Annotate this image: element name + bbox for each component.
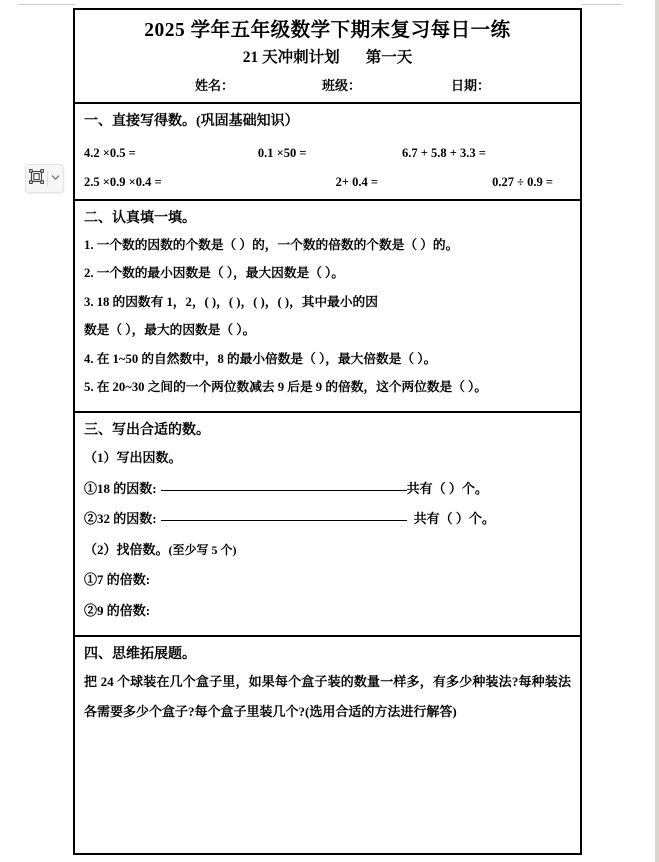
multiple-item-9: ②9 的倍数: (84, 602, 151, 618)
day-label: 第一天 (365, 49, 413, 67)
section-three-sub-two-note: (至少写 5 个) (168, 542, 237, 557)
section-one-heading: 一、直接写得数。(巩固基础知识） (84, 113, 299, 129)
page-subtitle (75, 45, 580, 71)
multiple-item-7: ①7 的倍数: (84, 572, 151, 588)
fill-question: 1. 一个数的因数的个数是（ ）的，一个数的倍数的个数是（ ）的。 (84, 237, 459, 252)
selection-frame-icon[interactable] (28, 168, 45, 190)
factor-item-32-count: 共有（ ）个。 (413, 511, 495, 527)
fill-question: 5. 在 20~30 之间的一个两位数减去 9 后是 9 的倍数，这个两位数是（ ）。 (84, 380, 488, 395)
chevron-down-icon[interactable] (50, 170, 61, 188)
class-label: 班级： (322, 77, 362, 93)
worksheet-header (75, 10, 580, 104)
section-three-sub-two (84, 535, 571, 566)
section-four-body: 把 24 个球装在几个盒子里，如果每个盒子装的数量一样多，有多少种装法?每种装法各需要多少个盒子?每个盒子里装几个?(选用合适的方法进行解答) (84, 674, 571, 719)
factor-item-32-label: ②32 的因数: (84, 511, 157, 527)
right-scroll-rail[interactable] (655, 0, 659, 862)
calc-problem: 2.5 ×0.9 ×0.4 = (84, 174, 162, 189)
fill-question-cont: 数是（ ），最大的因数是（ ）。 (84, 323, 256, 338)
factor-item-32 (84, 504, 571, 535)
factor-item-18-count: 共有（ ）个。 (406, 480, 488, 496)
section-four-heading: 四、思维拓展题。 (84, 647, 196, 663)
section-four (75, 637, 580, 789)
calc-problem: 2+ 0.4 = (335, 174, 379, 189)
widget-divider (47, 171, 48, 186)
calc-row-2 (84, 175, 571, 190)
section-three (75, 413, 580, 637)
answer-rule[interactable] (161, 520, 407, 521)
calc-row-1 (84, 146, 571, 161)
selection-toolbar-widget[interactable] (25, 164, 64, 193)
name-label: 姓名： (195, 77, 235, 93)
fill-question: 4. 在 1~50 的自然数中，8 的最小倍数是（ ），最大倍数是（ ）。 (84, 351, 437, 366)
answer-rule[interactable] (161, 490, 407, 491)
calc-problem: 4.2 ×0.5 = (84, 145, 136, 160)
date-label: 日期： (451, 77, 491, 93)
top-guide-line-left (18, 4, 76, 5)
calc-problem: 6.7 + 5.8 + 3.3 = (402, 145, 486, 160)
top-guide-line-right (582, 4, 622, 5)
factor-item-18 (84, 474, 571, 505)
section-one (75, 104, 580, 201)
section-three-sub-two-main: （2）找倍数。 (84, 541, 169, 557)
page-title: 2025 学年五年级数学下期末复习每日一练 (144, 20, 511, 41)
section-three-sub-one: （1）写出因数。 (84, 450, 182, 466)
plan-label: 21 天冲刺计划 (242, 49, 340, 67)
section-two (75, 201, 580, 413)
section-three-heading: 三、写出合适的数。 (84, 423, 210, 439)
section-two-heading: 二、认真填一填。 (84, 210, 196, 226)
factor-item-18-label: ①18 的因数: (84, 480, 157, 496)
worksheet-page (73, 8, 582, 855)
answer-space[interactable] (84, 726, 571, 780)
calc-problem: 0.1 ×50 = (257, 145, 307, 160)
fill-question: 2. 一个数的最小因数是（ ），最大因数是（ ）。 (84, 266, 345, 281)
fill-question: 3. 18 的因数有 1，2，( )，( )，( )，( )，其中最小的因 (84, 294, 378, 309)
student-meta-row (75, 72, 580, 98)
calc-problem: 0.27 ÷ 0.9 = (492, 174, 553, 189)
